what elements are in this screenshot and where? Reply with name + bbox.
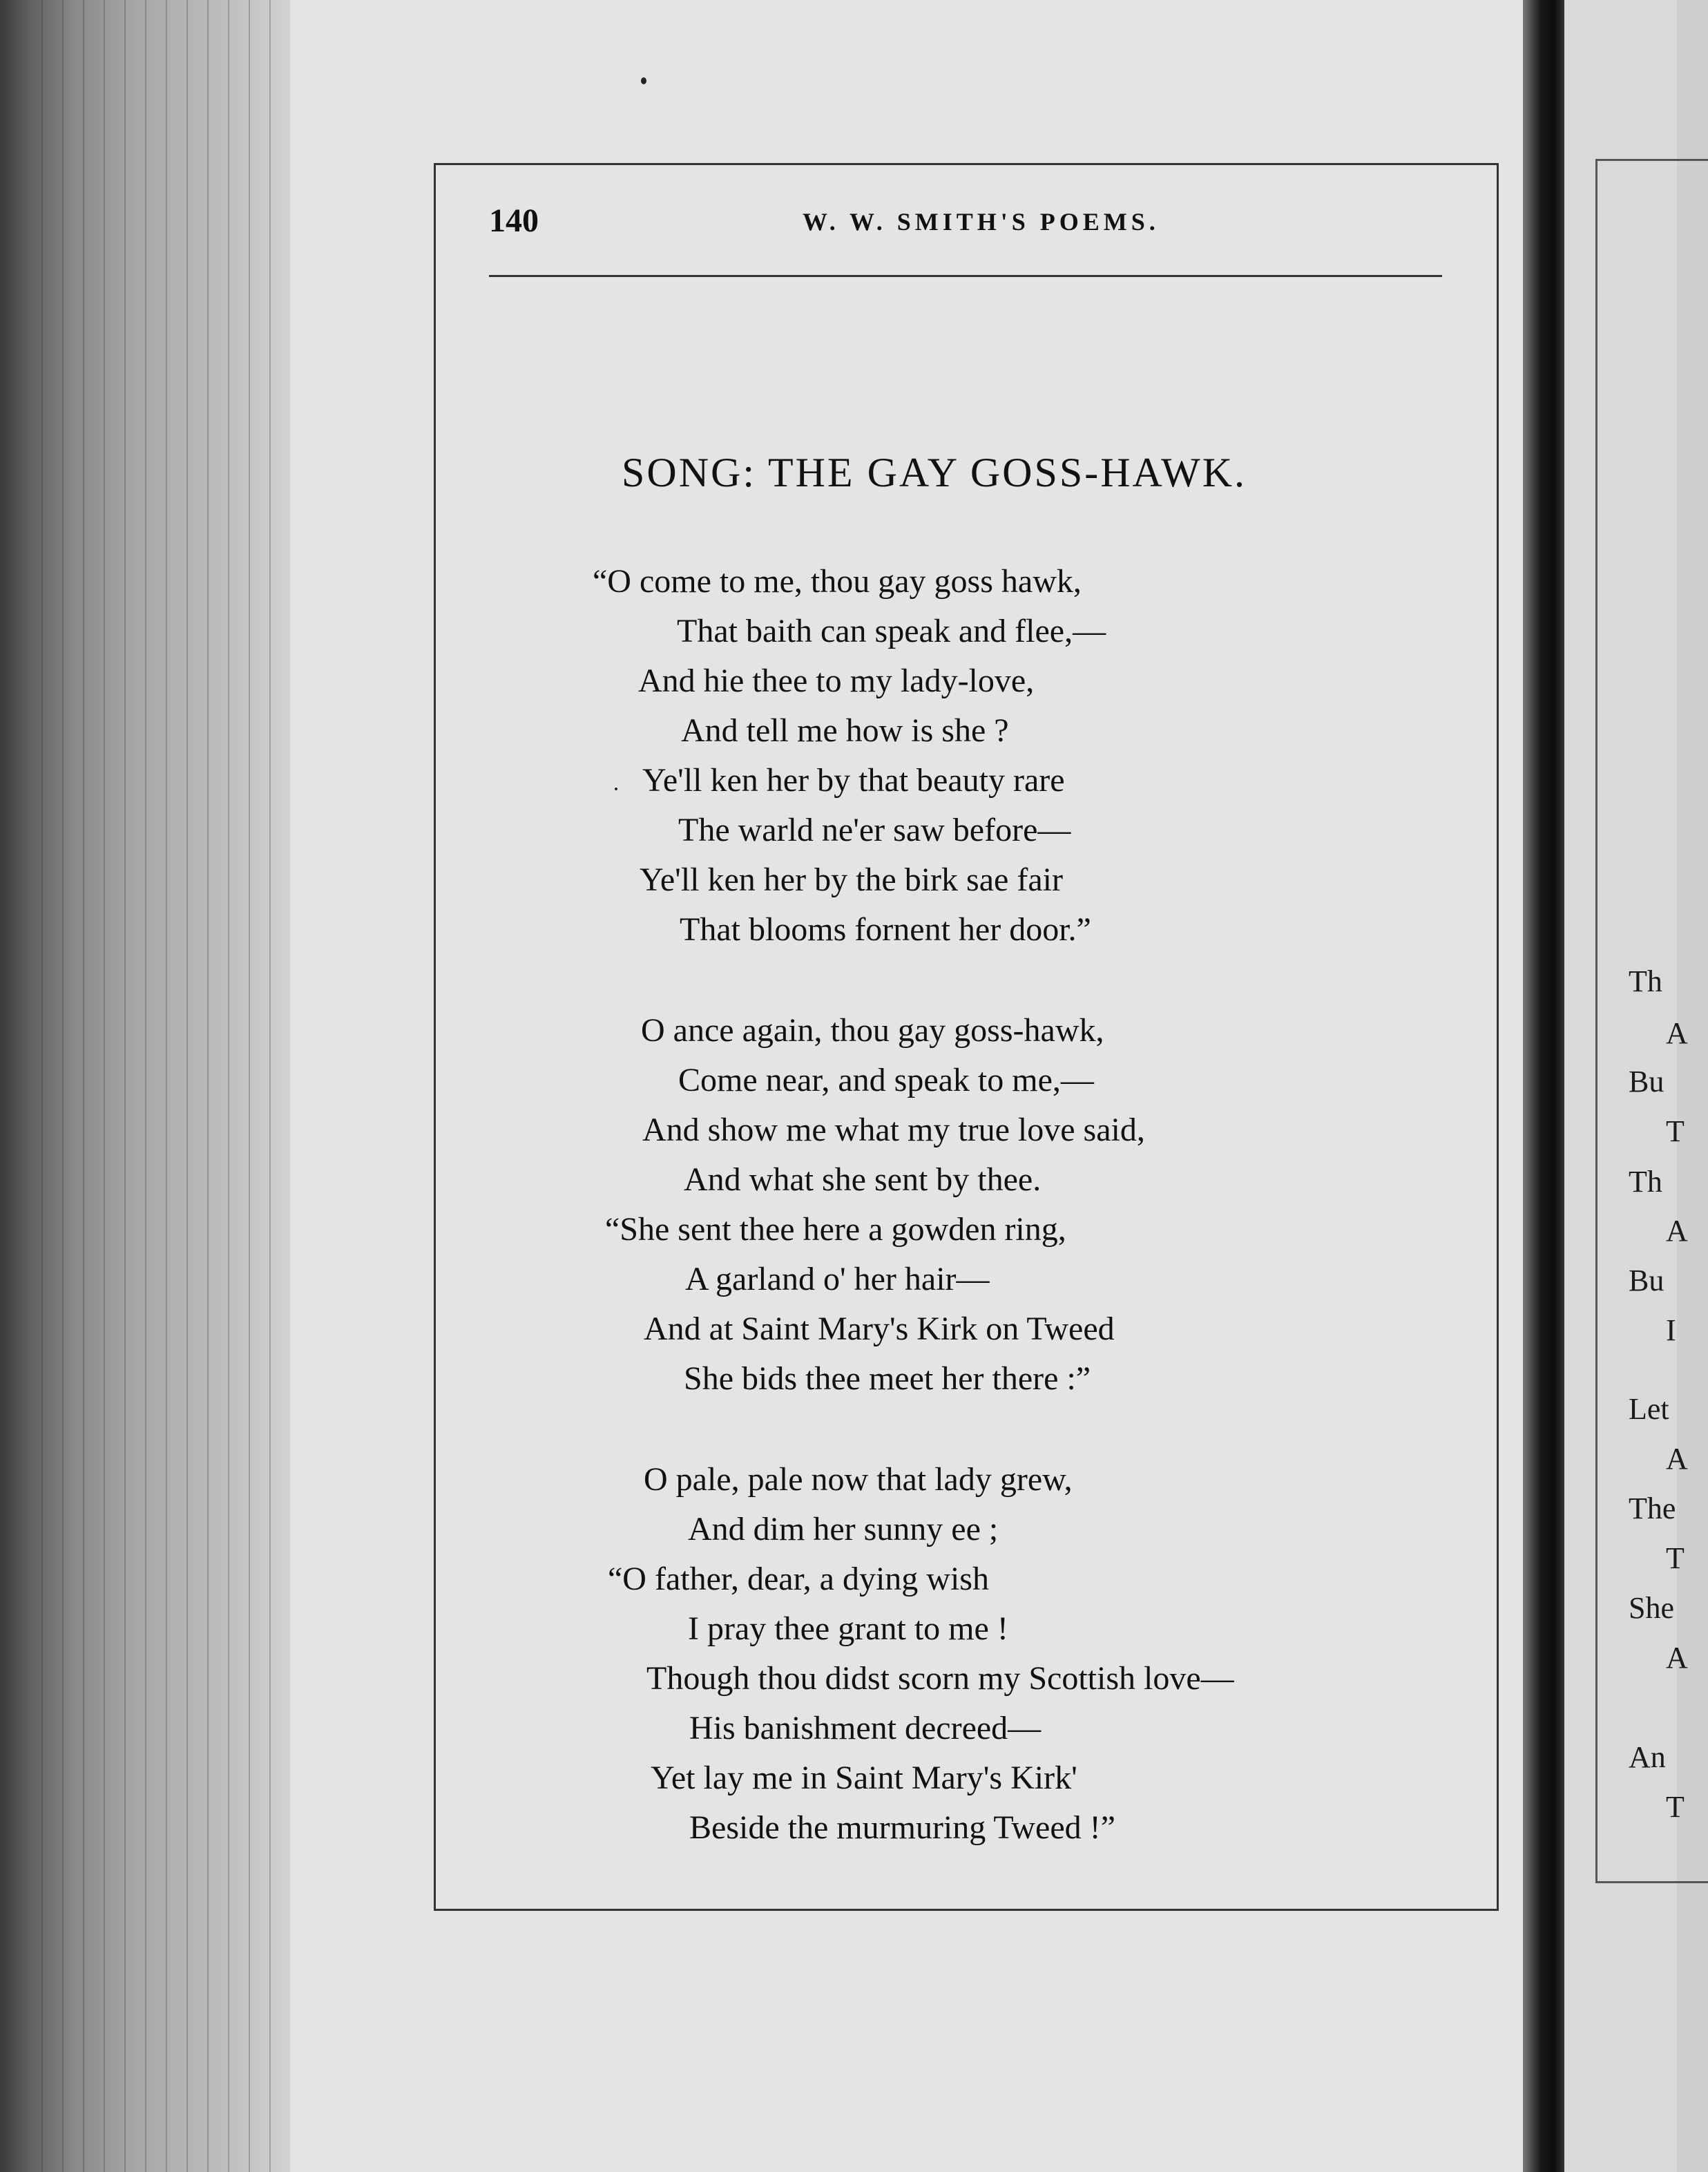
page-number: 140 [489,202,539,239]
facing-fragment: T [1666,1541,1685,1575]
facing-fragment: Bu [1629,1065,1664,1098]
verse-line: And what she sent by thee. [684,1161,1042,1198]
facing-fragment: She [1629,1591,1674,1625]
facing-fragment: A [1666,1442,1688,1476]
facing-fragment: A [1666,1016,1688,1050]
facing-fragment: Th [1629,1165,1662,1199]
running-head [489,202,1442,243]
verse-line: She bids thee meet her there :” [684,1360,1091,1397]
verse-line: That blooms fornent her door.” [680,911,1091,948]
header-rule [489,275,1442,277]
book-spine-edge [0,0,304,2172]
facing-fragment: Th [1629,964,1662,998]
page-gutter [1523,0,1564,2172]
verse-line: “She sent thee here a gowden ring, [605,1211,1066,1248]
ink-speck [641,77,646,84]
facing-fragment: A [1666,1214,1688,1248]
verse-line: His banishment decreed— [689,1710,1042,1746]
verse-line: I pray thee grant to me ! [688,1610,1008,1647]
verse-line: And at Saint Mary's Kirk on Tweed [644,1311,1115,1347]
poem-title: SONG: THE GAY GOSS-HAWK. [622,450,1247,495]
facing-fragment: An [1629,1740,1666,1774]
ink-speck [615,788,617,790]
verse-line: That baith can speak and flee,— [677,613,1106,649]
verse-line: Ye'll ken her by that beauty rare [642,762,1065,799]
verse-line: The warld ne'er saw before— [678,812,1071,848]
verse-line: O ance again, thou gay goss-hawk, [641,1012,1104,1049]
facing-fragment: Bu [1629,1264,1664,1297]
verse-line: Beside the murmuring Tweed !” [689,1809,1115,1846]
verse-line: And tell me how is she ? [681,712,1009,749]
verse-line: Yet lay me in Saint Mary's Kirk' [651,1760,1077,1796]
verse-line: Ye'll ken her by the birk sae fair [640,861,1063,898]
running-head-title: W. W. SMITH'S POEMS. [803,208,1160,236]
facing-fragment: T [1666,1114,1685,1148]
facing-fragment: The [1629,1492,1676,1525]
facing-fragment: I [1666,1313,1676,1347]
verse-line: And dim her sunny ee ; [688,1511,999,1547]
verse-line: And hie thee to my lady-love, [638,663,1035,699]
verse-line: “O come to me, thou gay goss hawk, [593,563,1082,600]
verse-line: A garland o' her hair— [685,1261,990,1297]
facing-fragment: T [1666,1790,1685,1824]
verse-line: And show me what my true love said, [642,1112,1145,1148]
verse-line: “O father, dear, a dying wish [608,1561,989,1597]
verse-line: Though thou didst scorn my Scottish love— [646,1660,1234,1697]
facing-fragment: Let [1629,1392,1669,1426]
verse-line: Come near, and speak to me,— [678,1062,1094,1098]
facing-fragment: A [1666,1641,1688,1675]
verse-line: O pale, pale now that lady grew, [644,1461,1073,1498]
